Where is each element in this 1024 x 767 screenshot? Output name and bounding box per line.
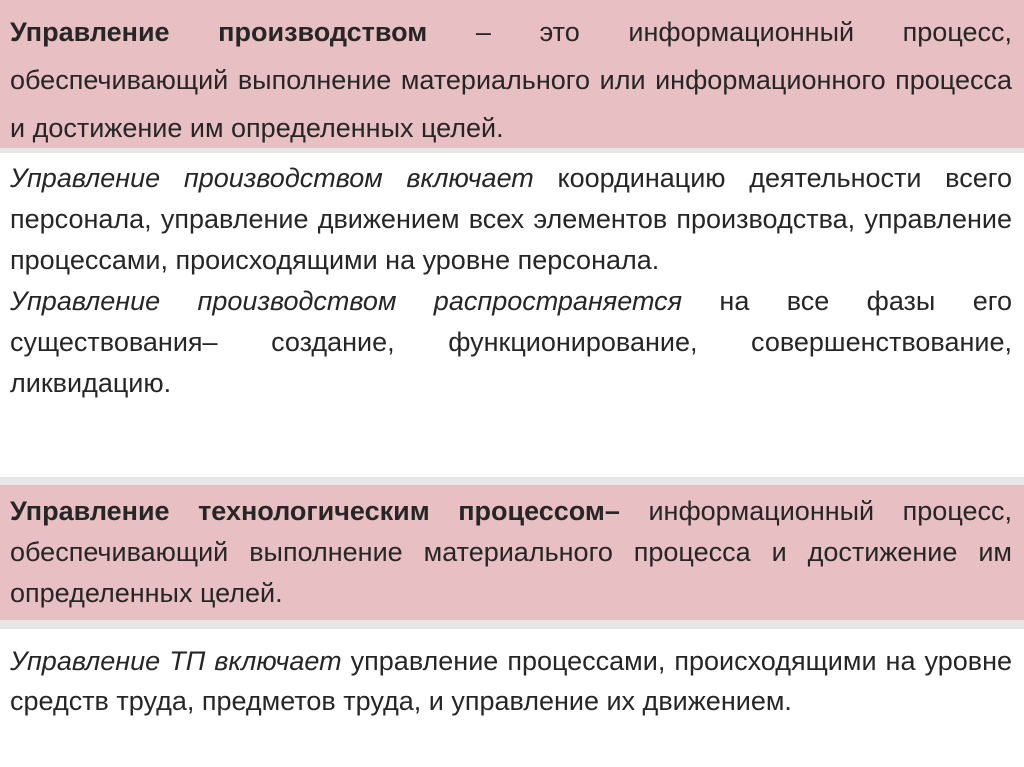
extends-text: на все фазы его существования– создание, функционирование, совершенствование, ликвидацию. (10, 286, 1012, 398)
definition-paragraph (10, 8, 1012, 152)
extends-paragraph (10, 281, 1012, 404)
tp-includes-paragraph (10, 641, 1012, 721)
includes-lead: Управление производством включает (10, 163, 534, 193)
production-management-details (0, 153, 1024, 477)
definition-text: информационный процесс, обеспечивающий выполнение материального процесса и достижение им определенных целей. (10, 496, 1012, 608)
definition-paragraph (10, 491, 1012, 614)
tp-includes-text: управление процессами, происходящими на уровне средств труда, предметов труда, и управление их движением. (10, 646, 1012, 716)
definition-production-management (0, 0, 1024, 148)
includes-text: координацию деятельности всего персонала, управление движением всех элементов производства, управление процессами, происходящими на уровне персонала. (10, 163, 1012, 275)
includes-paragraph (10, 158, 1012, 281)
term-process-control: Управление технологическим процессом– (10, 496, 620, 526)
definition-text: – это информационный процесс, обеспечивающий выполнение материального или информационного процесса и достижение им определенных целей. (10, 17, 1012, 143)
process-control-details (0, 629, 1024, 767)
term-production-management: Управление производством (10, 17, 428, 47)
extends-lead: Управление производством распространяется (10, 286, 683, 316)
tp-includes-lead: Управление ТП включает (10, 646, 342, 676)
definition-process-control (0, 485, 1024, 620)
